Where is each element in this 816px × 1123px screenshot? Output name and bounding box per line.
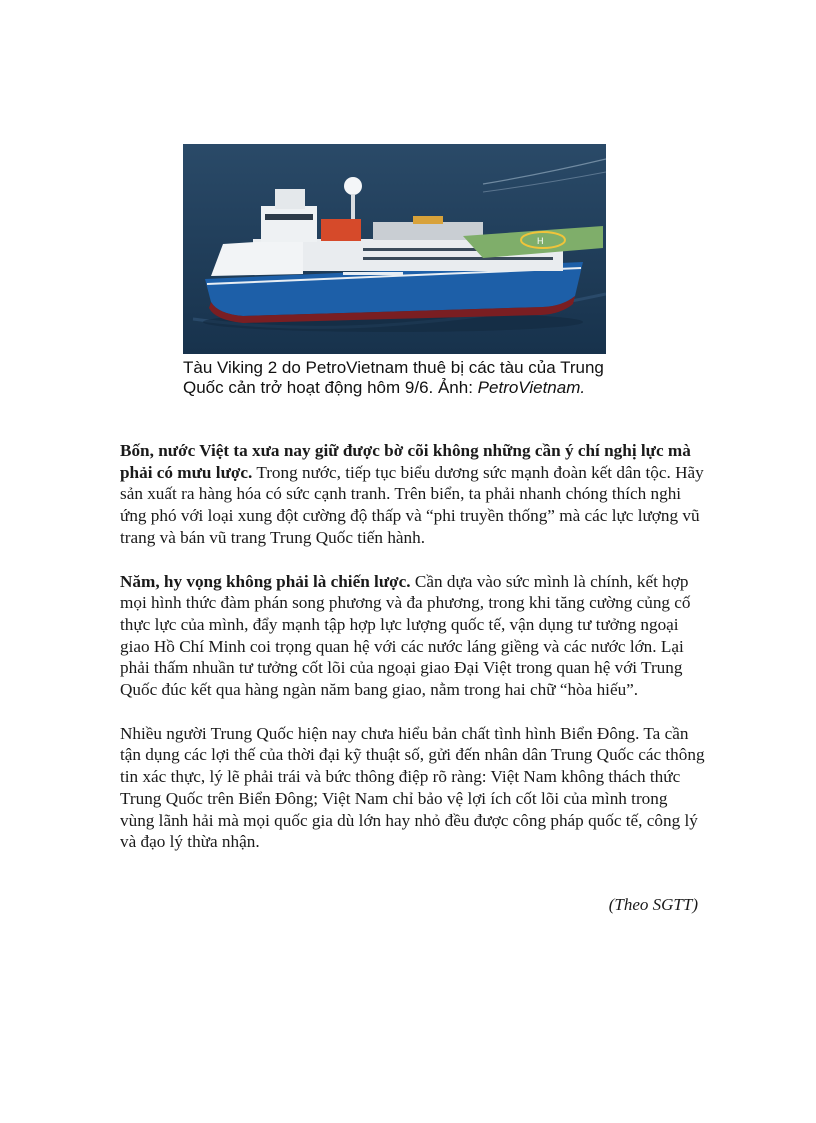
paragraph-closing-text: Nhiều người Trung Quốc hiện nay chưa hiểu bản chất tình hình Biển Đông. Ta cần tận dụng các lợi thế của thời đại kỹ thuật số, gửi đến nhân dân Trung Quốc các thông tin xác thực, lý lẽ phải trái và bức thông điệp rõ ràng: Việt Nam không thách thức Trung Quốc trên Biển Đông; Việt Nam chỉ bảo vệ lợi ích cốt lõi của mình trong vùng lãnh hải mà mọi quốc gia dù lớn hay nhỏ đều được công pháp quốc tế, công lý và đạo lý thừa nhận. xyxy=(120,723,705,852)
caption-text: Tàu Viking 2 do PetroVietnam thuê bị các tàu của Trung Quốc cản trở hoạt động hôm 9/6. Ảnh: xyxy=(183,358,604,397)
paragraph-five-lead: Năm, hy vọng không phải là chiến lược. xyxy=(120,571,411,591)
paragraph-five xyxy=(120,571,705,701)
upper-bridge xyxy=(275,189,305,209)
paragraph-closing xyxy=(120,723,705,853)
bridge-windows xyxy=(265,214,313,220)
article-body xyxy=(120,440,705,875)
caption-credit: PetroVietnam. xyxy=(477,378,586,397)
crane-equipment xyxy=(321,219,361,241)
hull-name-plate xyxy=(343,272,403,275)
bridge xyxy=(261,206,317,242)
photo-caption xyxy=(183,358,623,398)
paragraph-four xyxy=(120,440,705,549)
ship-illustration xyxy=(183,144,606,354)
ship-photo xyxy=(183,144,606,354)
bow-section xyxy=(211,239,303,276)
deck-crane xyxy=(413,216,443,224)
paragraph-five-text: Cần dựa vào sức mình là chính, kết hợp mọi hình thức đàm phán song phương và đa phương, trong khi tăng cường củng cố thực lực của mình, đẩy mạnh tập hợp lực lượng quốc tế, vận dụng tư tưởng ngoại giao Hồ Chí Minh coi trọng quan hệ với các nước láng giềng và các nước lớn. Lại phải thấm nhuần tư tưởng cốt lõi của ngoại giao Đại Việt trong quan hệ với Trung Quốc đúc kết qua hàng ngàn năm bang giao, nằm trong hai chữ “hòa hiếu”. xyxy=(120,571,691,700)
paragraph-four-lead: Bốn, nước Việt ta xưa nay giữ được bờ cõi không những cần ý chí nghị lực mà phải có mưu lược. xyxy=(120,441,691,482)
radar-dome xyxy=(344,177,362,195)
article-source: (Theo SGTT) xyxy=(608,895,698,914)
helideck-h: H xyxy=(537,236,544,246)
paragraph-four-text: Trong nước, tiếp tục biểu dương sức mạnh đoàn kết dân tộc. Hãy sản xuất ra hàng hóa có sức cạnh tranh. Trên biển, ta phải nhanh chóng thích nghi ứng phó với loại xung đột cường độ thấp và “phi truyền thống” mà các lực lượng vũ trang và bán vũ trang Trung Quốc tiến hành. xyxy=(120,462,704,547)
